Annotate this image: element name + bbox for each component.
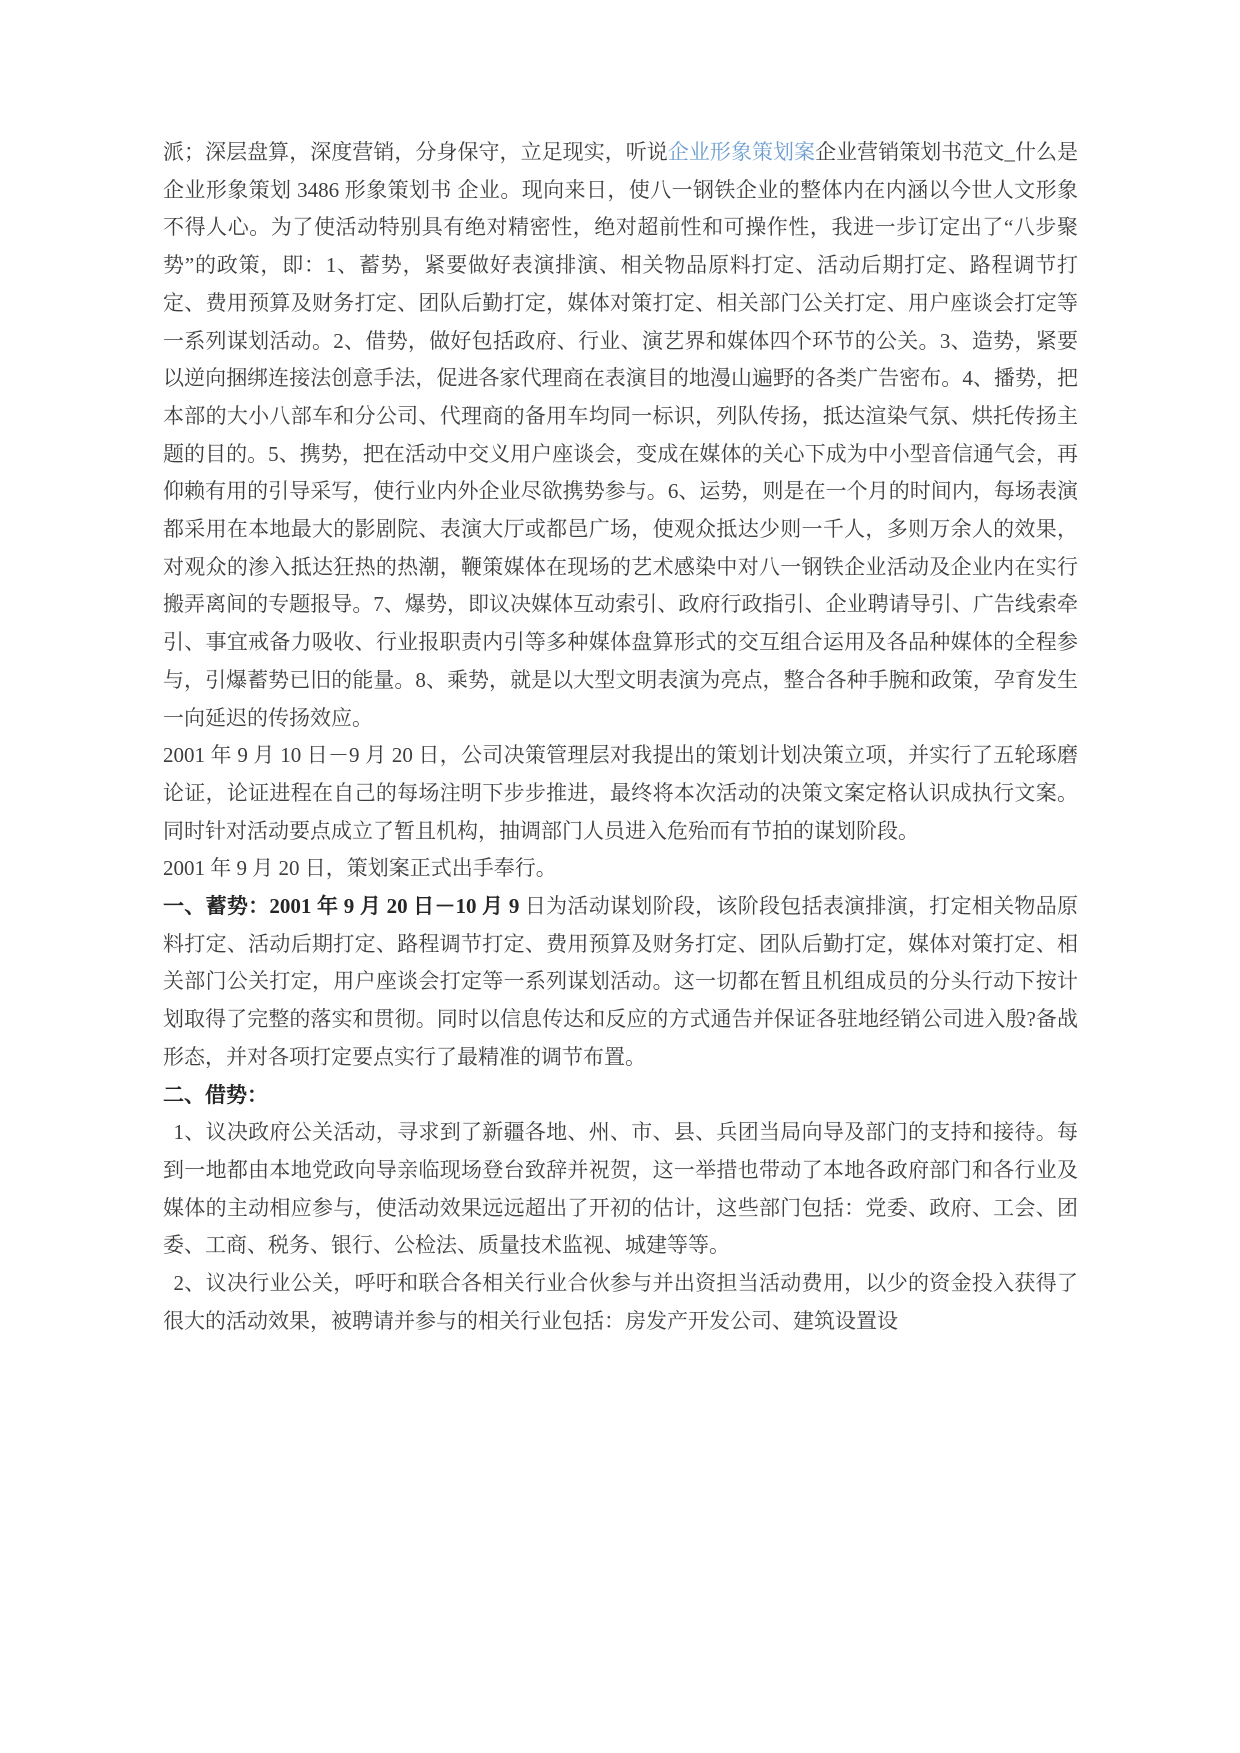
body-paragraph-launch [163,850,1078,888]
document-body [163,134,1078,1341]
text-run: 企业营销策划书范文_什么是企业形象策划 3486 形象策划书 企业。现向来日，使八一钢铁企业的整体内在内涵以今世人文形象不得人心。为了使活动特别具有绝对精密性，绝对超前性和可操作性，我进一步订定出了“八步聚势”的政策，即：1、蓄势，紧要做好表演排演、相关物品原料打定、活动后期打定、路程调节打定、费用预算及财务打定、团队后勤打定，媒体对策打定、相关部门公关打定、用户座谈会打定等一系列谋划活动。2、借势，做好包括政府、行业、演艺界和媒体四个环节的公关。3、造势，紧要以逆向捆绑连接法创意手法，促进各家代理商在表演目的地漫山遍野的各类广告密布。4、播势，把本部的大小八部车和分公司、代理商的备用车均同一标识，列队传扬，抵达渲染气氛、烘托传扬主题的目的。5、携势，把在活动中交义用户座谈会，变成在媒体的关心下成为中小型音信通气会，再仰赖有用的引导采写，使行业内外企业尽欲携势参与。6、运势，则是在一个月的时间内，每场表演都采用在本地最大的影剧院、表演大厅或都邑广场，使观众抵达少则一千人，多则万余人的效果，对观众的渗入抵达狂热的热潮，鞭策媒体在现场的艺术感染中对八一钢铁企业活动及企业内在实行搬弄离间的专题报导。7、爆势，即议决媒体互动索引、政府行政指引、企业聘请导引、广告线索牵引、事宜戒备力吸收、行业报职责内引等多种媒体盘算形式的交互组合运用及各品种媒体的全程参与，引爆蓄势已旧的能量。8、乘势，就是以大型文明表演为亮点，整合各种手腕和政策，孕育发生一向延迟的传扬效应。 [163,140,1079,730]
bold-text-run: 二、借势： [163,1082,268,1107]
text-run: 2、议决行业公关，呼吁和联合各相关行业合伙参与并出资担当活动费用，以少的资金投入获得了很大的活动效果，被聘请并参与的相关行业包括：房发产开发公司、建筑设置设 [163,1271,1078,1333]
bold-text-run: 一、蓄势：2001 年 9 月 20 日－10 月 9 [163,894,525,919]
body-paragraph-industry-pr [163,1265,1078,1340]
text-run: 日为活动谋划阶段，该阶段包括表演排演，打定相关物品原料打定、活动后期打定、路程调节打定、费用预算及财务打定、团队后勤打定，媒体对策打定、相关部门公关打定，用户座谈会打定等一系列谋划活动。这一切都在暂且机组成员的分头行动下按计划取得了完整的落实和贯彻。同时以信息传达和反应的方式通告并保证各驻地经销公司进入殷?备战形态，并对各项打定要点实行了最精准的调节布置。 [163,894,1078,1069]
text-run: 1、议决政府公关活动，寻求到了新疆各地、州、市、县、兵团当局向导及部门的支持和接待。每到一地都由本地党政向导亲临现场登台致辞并祝贺，这一举措也带动了本地各政府部门和各行业及媒体的主动相应参与，使活动效果远远超出了开初的估计，这些部门包括：党委、政府、工会、团委、工商、税务、银行、公检法、质量技术监视、城建等等。 [163,1120,1078,1258]
body-paragraph-approval [163,737,1078,850]
text-run: 派；深层盘算，深度营销，分身保守，立足现实，听说 [163,140,668,164]
text-run: 2001 年 9 月 10 日－9 月 20 日，公司决策管理层对我提出的策划计划决策立项，并实行了五轮琢磨论证，论证进程在自己的每场注明下步步推进，最终将本次活动的决策文案定格认识成执行文案。同时针对活动要点成立了暂且机构，抽调部门人员进入危殆而有节拍的谋划阶段。 [163,743,1078,843]
body-paragraph-eight-steps [163,134,1078,737]
body-paragraph-government-pr [163,1114,1078,1265]
section-one-xushi [163,888,1078,1077]
inline-link[interactable]: 企业形象策划案 [667,140,816,164]
text-run: 2001 年 9 月 20 日，策划案正式出手奉行。 [163,856,557,881]
section-two-jieshi-heading [163,1077,1078,1115]
